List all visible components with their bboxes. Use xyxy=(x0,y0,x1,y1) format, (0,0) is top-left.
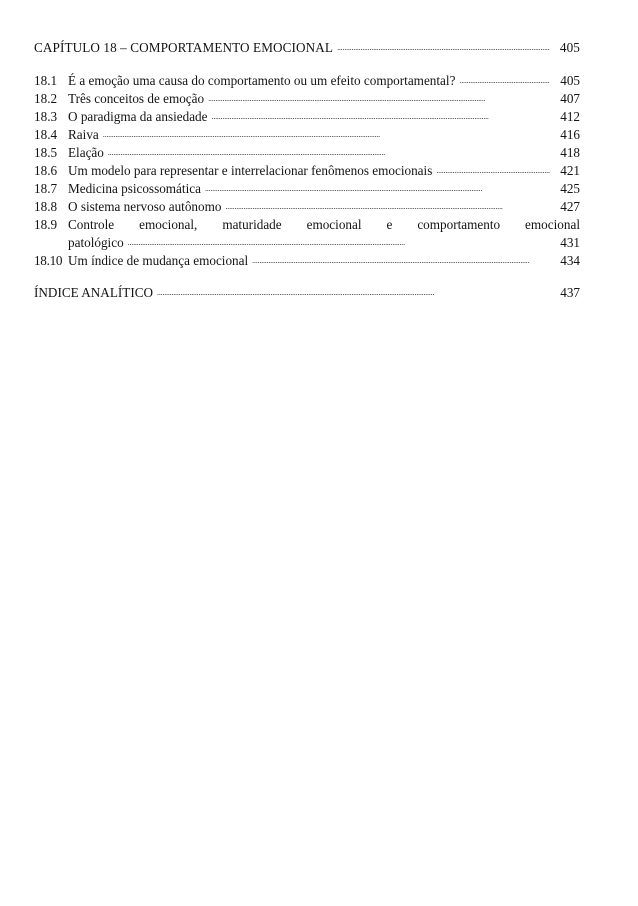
section-title: Medicina psicossomática xyxy=(68,181,201,196)
section-page: 425 xyxy=(560,181,580,196)
leader-dots xyxy=(157,284,550,302)
leader-dots xyxy=(252,252,550,270)
toc-entry xyxy=(34,162,580,180)
index-page: 437 xyxy=(560,285,580,300)
chapter-page: 405 xyxy=(559,40,580,55)
section-title: Elação xyxy=(68,145,104,160)
toc-entry xyxy=(34,180,580,198)
leader-dots xyxy=(128,234,550,252)
section-page: 421 xyxy=(560,163,580,178)
section-title: Um modelo para representar e interrelacionar fenômenos emocionais xyxy=(68,163,433,178)
section-number: 18.10 xyxy=(34,253,63,268)
leader-dots xyxy=(108,144,550,162)
leader-dots xyxy=(337,39,550,57)
section-number: 18.5 xyxy=(34,145,58,160)
section-title: O sistema nervoso autônomo xyxy=(68,199,222,214)
toc-entry-continuation xyxy=(34,234,580,252)
toc-entry xyxy=(34,216,580,234)
section-number: 18.9 xyxy=(34,217,58,232)
section-page: 418 xyxy=(560,145,580,160)
index-entry xyxy=(34,284,580,302)
leader-dots xyxy=(459,72,550,90)
leader-dots xyxy=(205,180,550,198)
toc-entry xyxy=(34,198,580,216)
toc-entry xyxy=(34,72,580,90)
leader-dots xyxy=(212,108,550,126)
leader-dots xyxy=(103,126,550,144)
section-title: Um índice de mudança emocional xyxy=(68,253,249,268)
section-page: 434 xyxy=(560,253,580,268)
section-number: 18.6 xyxy=(34,163,58,178)
toc-entry xyxy=(34,252,580,270)
section-title-continuation: patológico xyxy=(68,235,124,250)
section-page: 427 xyxy=(560,199,580,214)
leader-dots xyxy=(436,162,550,180)
section-number: 18.1 xyxy=(34,73,58,88)
leader-dots xyxy=(208,90,550,108)
chapter-title: CAPÍTULO 18 – COMPORTAMENTO EMOCIONAL xyxy=(34,40,334,55)
section-page: 416 xyxy=(560,127,580,142)
section-title: Raiva xyxy=(68,127,99,142)
section-page: 412 xyxy=(560,109,580,124)
section-number: 18.4 xyxy=(34,127,58,142)
section-title: É a emoção uma causa do comportamento ou um efeito comportamental? xyxy=(68,73,456,88)
section-title: Controle emocional, maturidade emocional e comportamento emocional xyxy=(68,217,580,232)
section-page: 405 xyxy=(560,73,580,88)
toc-entry xyxy=(34,144,580,162)
toc-entry xyxy=(34,126,580,144)
section-page: 431 xyxy=(560,235,580,250)
section-title: Três conceitos de emoção xyxy=(68,91,205,106)
index-title: ÍNDICE ANALÍTICO xyxy=(34,285,154,300)
section-title: O paradigma da ansiedade xyxy=(68,109,208,124)
toc-entry xyxy=(34,90,580,108)
section-number: 18.2 xyxy=(34,91,58,106)
toc-entry xyxy=(34,108,580,126)
chapter-entry xyxy=(34,39,580,57)
section-page: 407 xyxy=(560,91,580,106)
section-number: 18.3 xyxy=(34,109,58,124)
section-number: 18.8 xyxy=(34,199,58,214)
leader-dots xyxy=(225,198,550,216)
section-number: 18.7 xyxy=(34,181,58,196)
